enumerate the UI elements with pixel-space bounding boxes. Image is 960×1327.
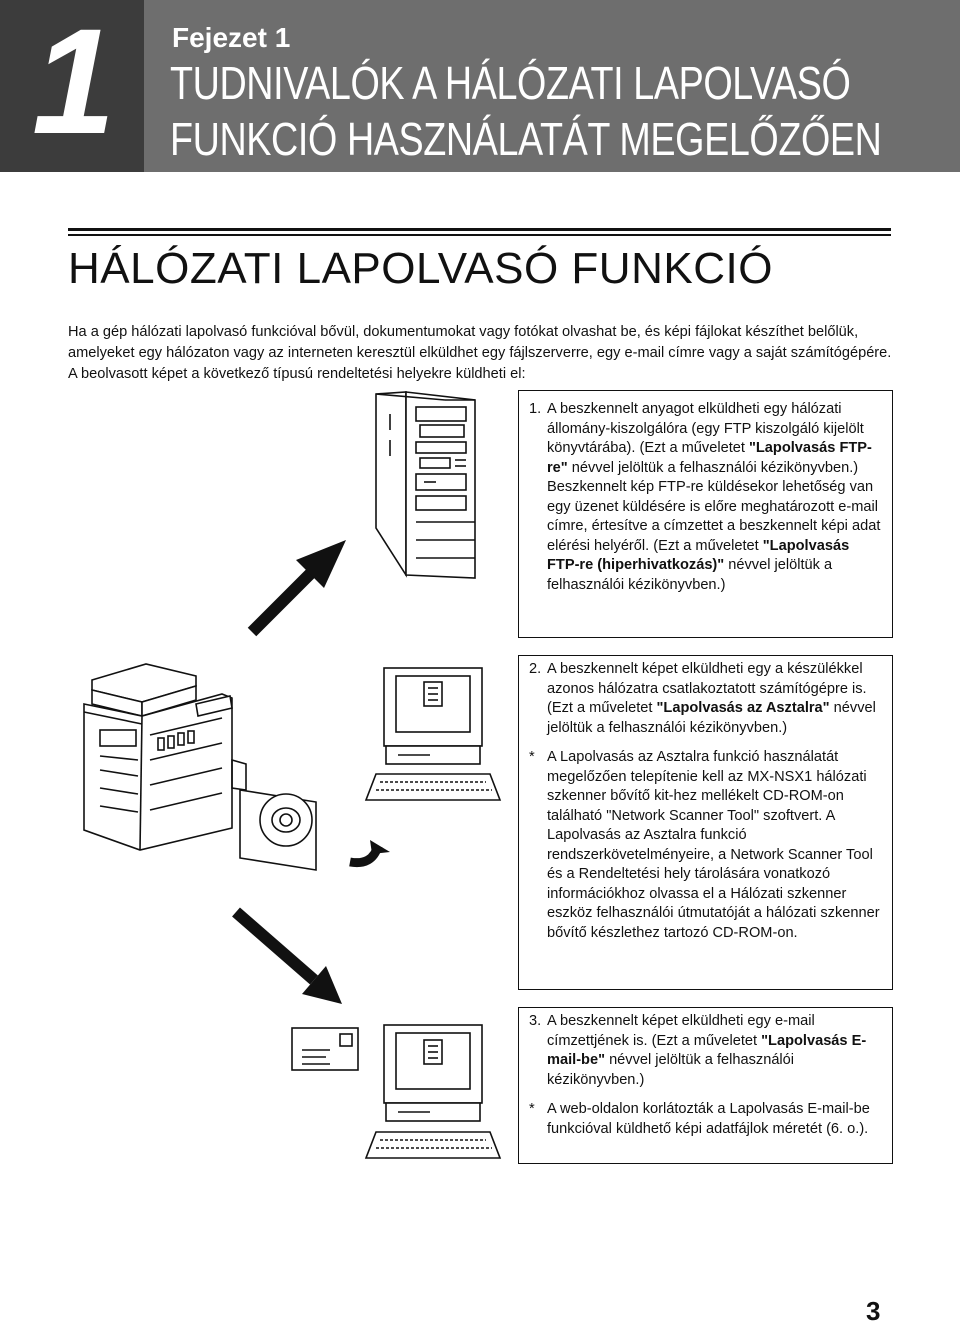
intro-paragraph: Ha a gép hálózati lapolvasó funkcióval bővül, dokumentumokat vagy fotókat olvashat be, és képi fájlokat készíthet belőlük, amelyeket egy hálózaton vagy az interneten keresztül elküldhet egy fájlszerverre, egy e-mail címre vagy a saját számítógépére. A beolvasott képet a következő típusú rendeltetési helyekre küldheti el:	[68, 324, 892, 382]
email-description: A beszkennelt képet elküldheti egy e-mail címzettjének is. (Ezt a műveletet "Lapolvasás E-mail-be" névvel jelöltük a felhasználói kézikönyvben.)	[547, 1013, 867, 1088]
chapter-number: 1	[32, 0, 116, 165]
chapter-label: Fejezet 1	[172, 22, 291, 53]
note-marker: *	[529, 1101, 535, 1117]
arrow-up-right-icon	[252, 540, 346, 632]
curved-arrow-icon	[350, 840, 390, 863]
item-number: 1.	[529, 401, 542, 417]
page-number: 3	[866, 1296, 881, 1326]
chapter-title-line2: FUNKCIÓ HASZNÁLATÁT MEGELŐZŐEN	[170, 113, 882, 165]
cd-icon	[240, 790, 316, 870]
section-title: HÁLÓZATI LAPOLVASÓ FUNKCIÓ	[68, 244, 773, 293]
item-number: 3.	[529, 1013, 542, 1029]
computer-icon	[366, 1025, 500, 1158]
ftp-description: A beszkennelt anyagot elküldheti egy hálózati állomány-kiszolgálóra (egy FTP kiszolgáló kijelölt könyvtárába). (Ezt a műveletet "Lapolvasás FTP-re" névvel jelöltük a felhasználói kézikönyvben.)	[547, 401, 872, 476]
note-marker: *	[529, 749, 535, 765]
item-number: 2.	[529, 661, 542, 677]
destination-box-desktop	[518, 655, 893, 990]
destination-box-ftp	[518, 390, 893, 638]
destination-box-email	[518, 1007, 893, 1164]
arrow-down-right-icon	[236, 912, 342, 1004]
email-note: A web-oldalon korlátozták a Lapolvasás E-mail-be funkcióval küldhető képi adatfájlok méretét (6. o.).	[547, 1101, 870, 1137]
computer-icon	[366, 668, 500, 800]
envelope-icon	[292, 1028, 358, 1070]
ftp-hyperlink-description: Beszkennelt kép FTP-re küldésekor lehetőség van egy üzenet küldésére is előre meghatározott e-mail címre, értesítve a címzettet a beszkennelt képi adat elérési helyéről. (Ezt a műveletet "Lapolvasás FTP-re (hiperhivatkozás)" névvel jelöltük a felhasználói kézikönyvben.)	[547, 479, 881, 593]
desktop-description: A beszkennelt képet elküldheti egy a készülékkel azonos hálózatra csatlakoztatott számítógépre is. (Ezt a műveletet "Lapolvasás az Asztalra" névvel jelöltük a felhasználói kézikönyvben.)	[547, 661, 876, 736]
chapter-title-line1: TUDNIVALÓK A HÁLÓZATI LAPOLVASÓ	[170, 57, 851, 109]
desktop-note: A Lapolvasás az Asztalra funkció használatát megelőzően telepítenie kell az MX-NSX1 hálózati szkenner bővítő kit-hez mellékelt CD-ROM-on található "Network Scanner Tool" szoftvert. A Lapolvasás az Asztalra funkció rendszerkövetelményeire, a Network Scanner Tool és a Rendeltetési hely tárolására vonatkozó információkhoz olvassa el a Hálózati szkenner eszköz felhasználói útmutatóját a hálózati szkenner bővítő készlethez tartozó CD-ROM-on.	[547, 749, 880, 941]
copier-icon	[84, 664, 246, 850]
server-icon	[376, 392, 475, 578]
